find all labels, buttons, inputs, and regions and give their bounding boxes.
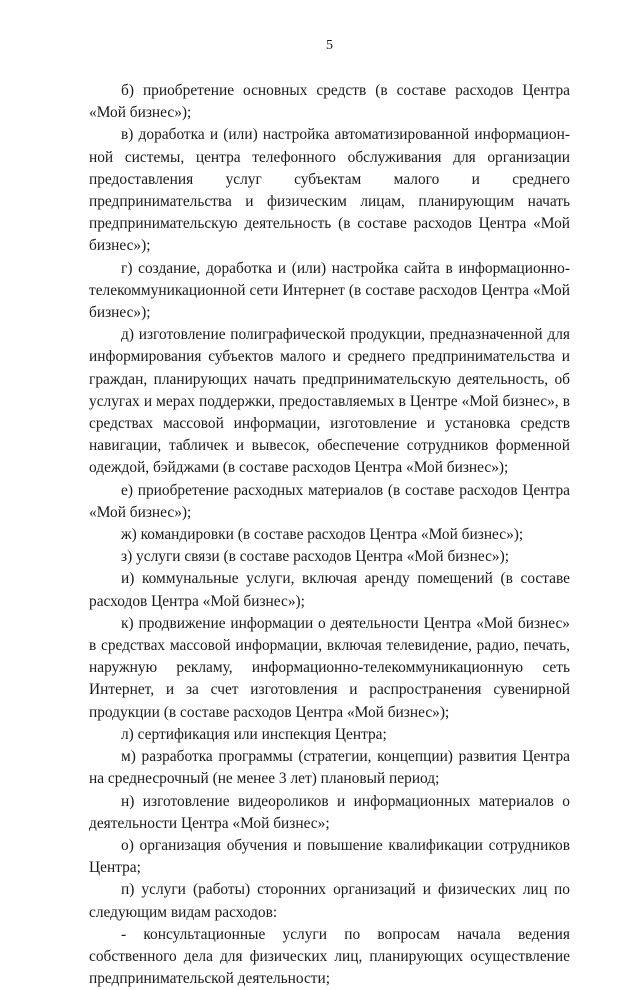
paragraph-d: д) изготовление полиграфической продукции, предназначенной для информирования субъектов малого и среднего предпринимательства и граждан, планирующих начать предпринимательскую деятельность, об услугах и мерах поддержки, предоставляемых в Центре «Мой бизнес», в средствах массовой информации, изготовление и установка средств навигации, табличек и вывесок, обеспечение сотрудников форменной одеждой, бэйджами (в составе расходов Центра «Мой бизнес»);	[89, 326, 570, 477]
paragraph-o: о) организация обучения и повышение квалификации сотрудников Центра;	[89, 836, 570, 877]
paragraph-n: н) изготовление видеороликов и информационных материалов о деятельности Центра «Мой бизнес»;	[89, 792, 570, 832]
paragraph-e: е) приобретение расходных материалов (в составе расходов Центра «Мой бизнес»);	[89, 481, 570, 521]
paragraph-g: г) создание, доработка и (или) настройка сайта в информационно-телекоммуникационной сети Интернет (в составе расходов Центра «Мой бизнес»);	[89, 259, 570, 322]
paragraph-i: и) коммунальные услуги, включая аренду помещений (в составе расходов Центра «Мой бизнес»);	[89, 570, 570, 610]
page-number: 5	[326, 38, 333, 53]
paragraph-b: б) приобретение основных средств (в составе расходов Центра «Мой бизнес»);	[89, 82, 570, 122]
paragraph-k: к) продвижение информации о деятельности Центра «Мой бизнес» в средствах массовой информации, включая телевидение, радио, печать, наружную рекламу, информационно-телекоммуникационную сеть Интернет, и за счет изготовления и распространения сувенирной продукции (в составе расходов Центра «Мой бизнес»);	[89, 614, 570, 721]
paragraph-m: м) разработка программы (стратегии, концепции) развития Центра на среднесрочный (не менее 3 лет) плановый период;	[89, 748, 570, 788]
paragraph-l: л) сертификация или инспекция Центра;	[121, 725, 387, 743]
paragraph-v: в) доработка и (или) настройка автоматизированной информационной системы, центра телефонного обслуживания для организации предоставления услуг субъектам малого и среднего предпринимательства и физическим лицам, планирующим начать предпринимательскую деятельность (в составе расходов Центра «Мой бизнес»);	[89, 126, 570, 255]
paragraph-p-item-1: - консультационные услуги по вопросам начала ведения собственного дела для физических лиц, планирующих осуществление предпринимательской деятельности;	[89, 925, 570, 988]
paragraph-z: з) услуги связи (в составе расходов Центра «Мой бизнес»);	[121, 548, 509, 566]
paragraph-zh: ж) командировки (в составе расходов Центра «Мой бизнес»);	[121, 526, 524, 544]
paragraph-p: п) услуги (работы) сторонних организаций и физических лиц по следующим видам расходов:	[89, 881, 570, 921]
